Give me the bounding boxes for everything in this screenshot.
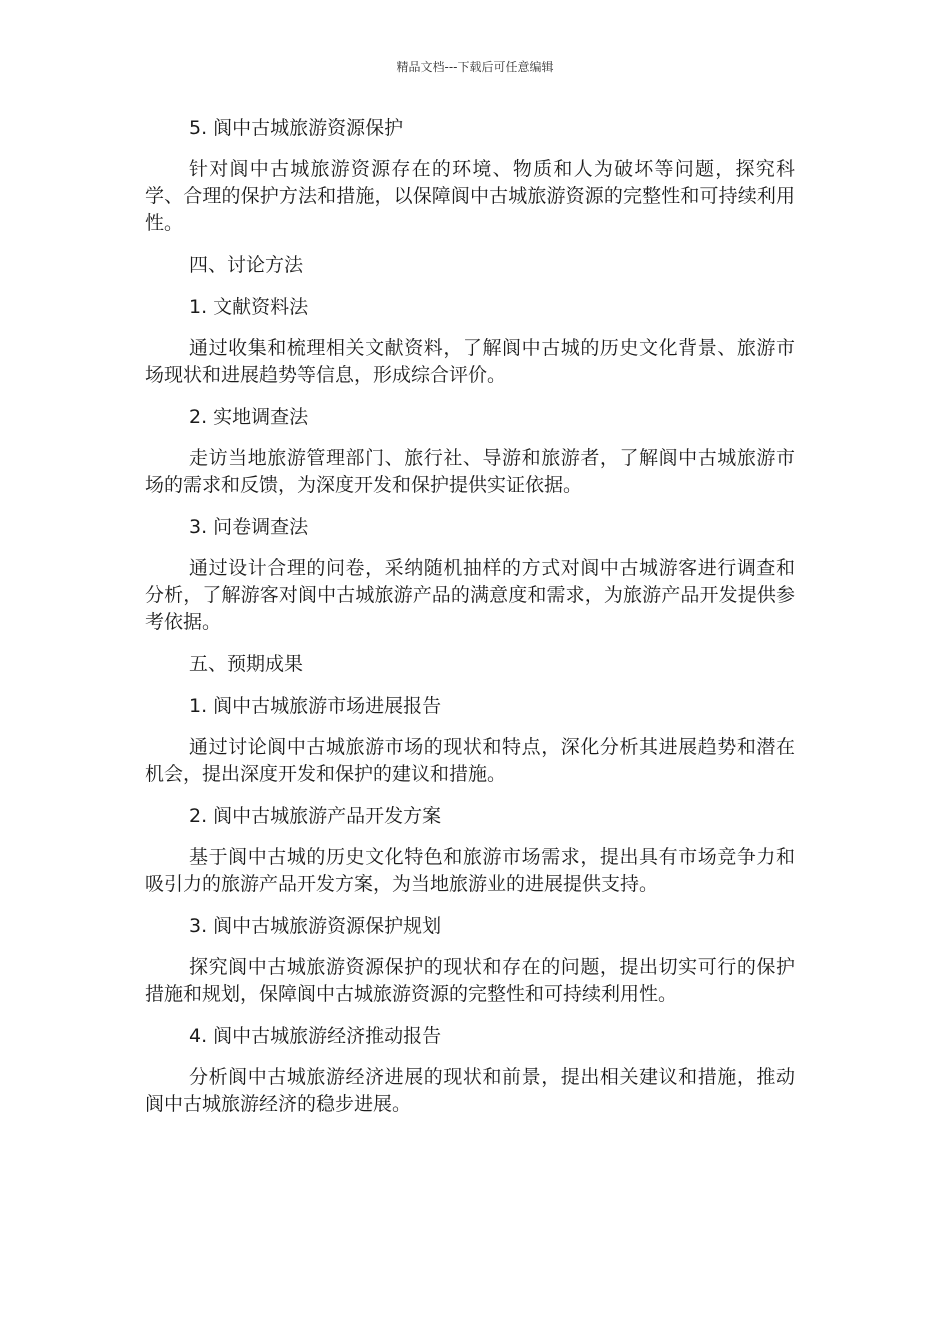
- section-heading-product-plan: 2. 阆中古城旅游产品开发方案: [189, 805, 442, 827]
- paragraph-market-report: 通过讨论阆中古城旅游市场的现状和特点，深化分析其进展趋势和潜在机会，提出深度开发和保护的建议和措施。: [145, 736, 795, 785]
- section-heading-questionnaire: 3. 问卷调查法: [189, 516, 309, 538]
- section-heading-literature: 1. 文献资料法: [189, 296, 309, 318]
- section-heading-market-report: 1. 阆中古城旅游市场进展报告: [189, 695, 442, 717]
- section-heading-economy-report: 4. 阆中古城旅游经济推动报告: [189, 1025, 442, 1047]
- document-body: [145, 114, 795, 1132]
- paragraph-literature: 通过收集和梳理相关文献资料，了解阆中古城的历史文化背景、旅游市场现状和进展趋势等信息，形成综合评价。: [145, 337, 795, 386]
- section-heading-methods: 四、讨论方法: [189, 254, 304, 276]
- page-header: 精品文档---下载后可任意编辑: [396, 60, 554, 74]
- section-heading-field-survey: 2. 实地调查法: [189, 406, 309, 428]
- paragraph-economy-report: 分析阆中古城旅游经济进展的现状和前景，提出相关建议和措施，推动阆中古城旅游经济的稳步进展。: [145, 1066, 795, 1115]
- paragraph-field-survey: 走访当地旅游管理部门、旅行社、导游和旅游者，了解阆中古城旅游市场的需求和反馈，为深度开发和保护提供实证依据。: [145, 447, 795, 496]
- section-heading-resource-protection: 5. 阆中古城旅游资源保护: [189, 117, 404, 139]
- section-heading-protection-plan: 3. 阆中古城旅游资源保护规划: [189, 915, 442, 937]
- paragraph-protection-plan: 探究阆中古城旅游资源保护的现状和存在的问题，提出切实可行的保护措施和规划，保障阆中古城旅游资源的完整性和可持续利用性。: [145, 956, 795, 1005]
- paragraph-questionnaire: 通过设计合理的问卷，采纳随机抽样的方式对阆中古城游客进行调查和分析，了解游客对阆中古城旅游产品的满意度和需求，为旅游产品开发提供参考依据。: [145, 557, 795, 633]
- paragraph-product-plan: 基于阆中古城的历史文化特色和旅游市场需求，提出具有市场竞争力和吸引力的旅游产品开发方案，为当地旅游业的进展提供支持。: [145, 846, 795, 895]
- section-heading-expected-results: 五、预期成果: [189, 653, 304, 675]
- paragraph-resource-protection: 针对阆中古城旅游资源存在的环境、物质和人为破坏等问题，探究科学、合理的保护方法和措施，以保障阆中古城旅游资源的完整性和可持续利用性。: [145, 158, 795, 234]
